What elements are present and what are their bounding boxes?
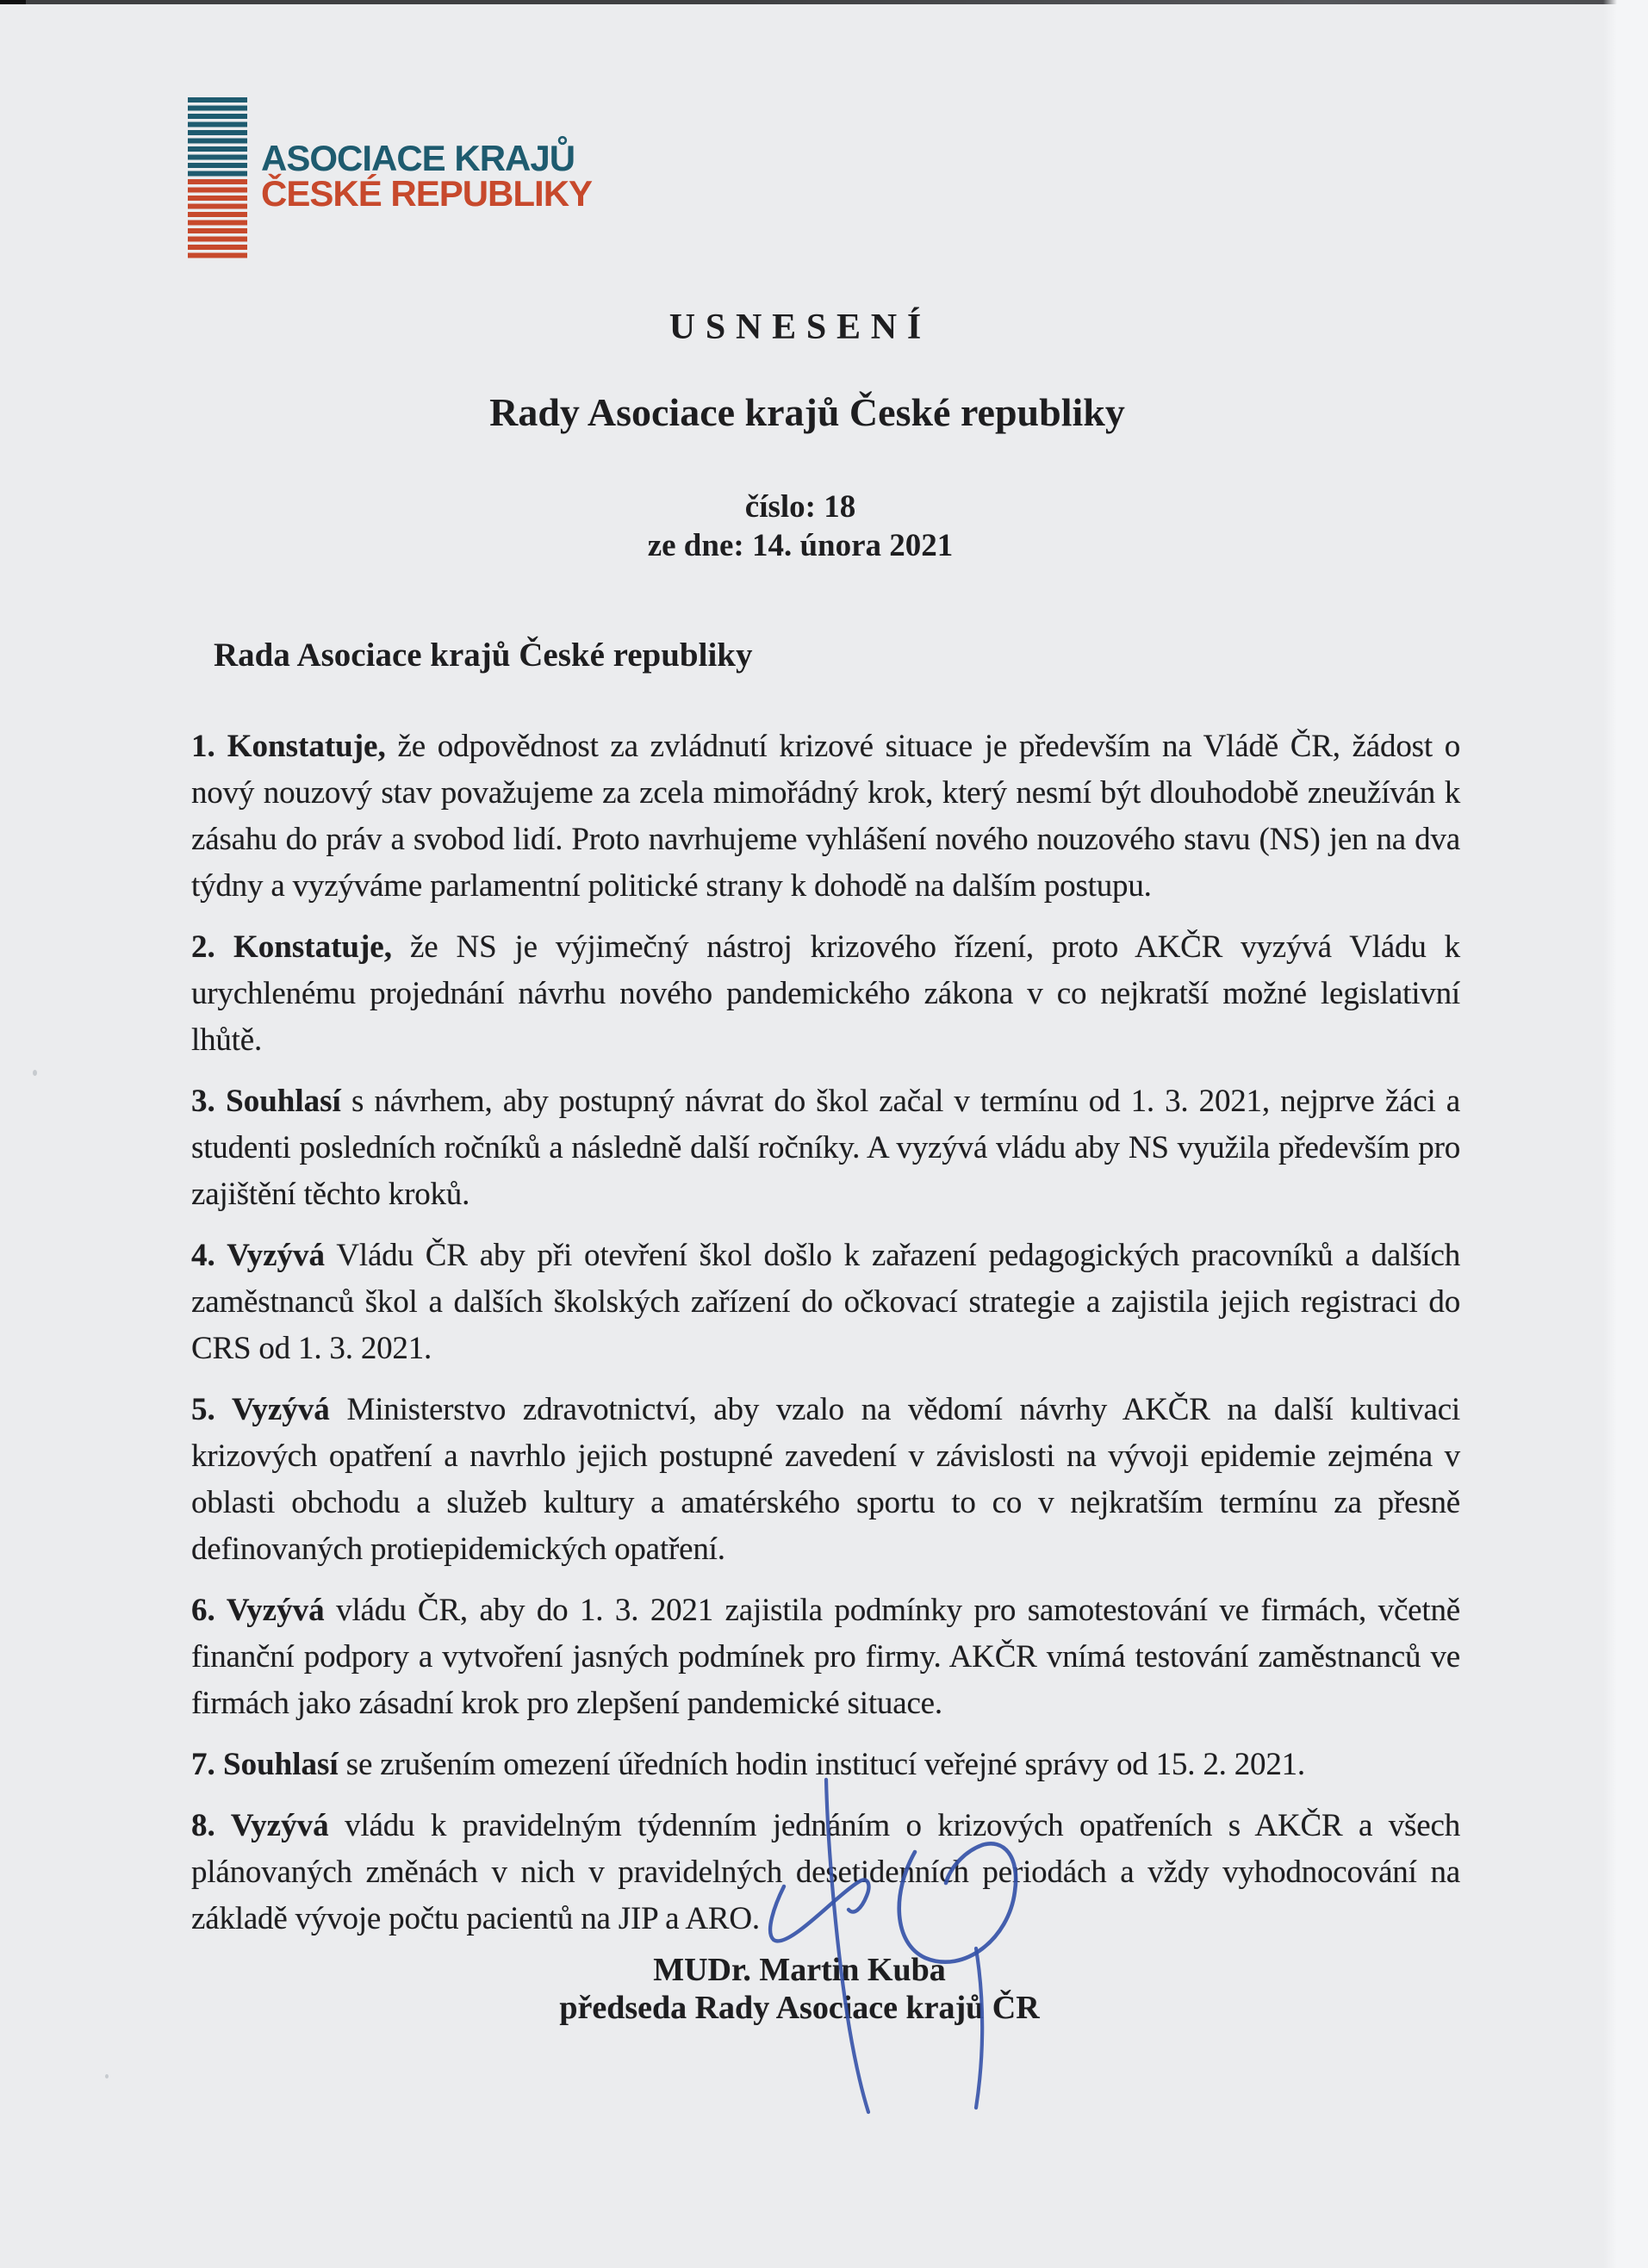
paragraph-text: Ministerstvo zdravotnictví, aby vzalo na vědomí návrhy AKČR na další kultivaci krizových opatření a navrhlo jejich postupné zavedení v závislosti na vývoji epidemie zejména v oblasti obchodu a služeb kultury a amatérského sportu to co v nejkratším termínu za přesně definovaných protiepidemických opatření. <box>191 1392 1460 1567</box>
paragraph-lead: 2. Konstatuje, <box>191 929 392 965</box>
resolution-number: číslo: 18 <box>744 489 856 525</box>
signature-block <box>0 1951 1599 2027</box>
logo-stripes-icon <box>188 97 247 261</box>
scan-right-band-artifact <box>1603 0 1648 2268</box>
document-subtitle: Rady Asociace krajů České republiky <box>489 390 1125 434</box>
resolution-meta <box>0 488 1601 565</box>
paragraph-text: že NS je výjimečný nástroj krizového řízení, proto AKČR vyzývá Vládu k urychlenému projednání návrhu nového pandemického zákona v co nejkratší možné legislativní lhůtě. <box>191 929 1460 1058</box>
resolution-paragraph-7 <box>191 1742 1460 1788</box>
logo-wordmark <box>261 138 593 214</box>
scan-speck <box>33 1070 37 1076</box>
scan-top-edge-artifact <box>0 0 1648 4</box>
logo-wordmark-line2: ČESKÉ REPUBLIKY <box>261 173 593 214</box>
addressee-heading: Rada Asociace krajů České republiky <box>214 637 753 674</box>
resolution-paragraph-6 <box>191 1588 1460 1727</box>
scan-speck <box>105 2074 109 2078</box>
paragraph-lead: 4. Vyzývá <box>191 1238 326 1273</box>
paragraph-text: vládu k pravidelným týdenním jednáním o krizových opatřeních s AKČR a všech plánovaných změnách v nich v pravidelných desetidenních periodách a vždy vyhodnocování na základě vývoje počtu pacientů na JIP a ARO. <box>191 1808 1461 1936</box>
logo-stripes-red <box>188 179 247 261</box>
logo-stripes-teal <box>188 97 247 179</box>
paragraph-text: že odpovědnost za zvládnutí krizové situace je především na Vládě ČR, žádost o nový nouzový stav považujeme za zcela mimořádný krok, který nesmí být dlouhodobě zneužíván k zásahu do práv a svobod lidí. Proto navrhujeme vyhlášení nového nouzového stavu (NS) jen na dva týdny a vyzýváme parlamentní politické strany k dohodě na dalším postupu. <box>191 729 1460 904</box>
paragraph-lead: 5. Vyzývá <box>191 1392 330 1427</box>
paragraph-text: s návrhem, aby postupný návrat do škol začal v termínu od 1. 3. 2021, nejprve žáci a studenti posledních ročníků a následně další ročníky. A vyzývá vládu aby NS využila především pro zajištění těchto kroků. <box>191 1084 1460 1212</box>
paragraph-lead: 3. Souhlasí <box>191 1084 341 1119</box>
logo-wordmark-line1: ASOCIACE KRAJŮ <box>261 138 575 178</box>
signatory-role: předseda Rady Asociace krajů ČR <box>559 1990 1040 2026</box>
paragraph-text: vládu ČR, aby do 1. 3. 2021 zajistila podmínky pro samotestování ve firmách, včetně finanční podpory a vytvoření jasných podmínek pro firmy. AKČR vnímá testování zaměstnanců ve firmách jako zásadní krok pro zlepšení pandemické situace. <box>191 1593 1461 1721</box>
paragraph-text: Vládu ČR aby při otevření škol došlo k zařazení pedagogických pracovníků a dalších zaměstnanců škol a dalších školských zařízení do očkovací strategie a zajistila jejich registraci do CRS od 1. 3. 2021. <box>191 1238 1460 1366</box>
resolution-date: ze dne: 14. února 2021 <box>647 528 954 563</box>
paragraph-lead: 8. Vyzývá <box>191 1808 329 1843</box>
resolution-paragraph-8 <box>191 1803 1460 1942</box>
signatory-name: MUDr. Martin Kuba <box>653 1952 946 1988</box>
resolution-paragraph-1 <box>191 724 1460 910</box>
resolution-paragraph-4 <box>191 1233 1460 1372</box>
document-title: USNESENÍ <box>669 308 931 347</box>
paragraph-lead: 6. Vyzývá <box>191 1593 325 1628</box>
paragraph-text: se zrušením omezení úředních hodin institucí veřejné správy od 15. 2. 2021. <box>338 1747 1305 1782</box>
resolution-paragraph-2 <box>191 924 1460 1064</box>
paragraph-lead: 1. Konstatuje, <box>191 729 386 764</box>
paragraph-lead: 7. Souhlasí <box>191 1747 339 1782</box>
resolution-paragraph-5 <box>191 1387 1460 1573</box>
resolution-paragraph-3 <box>191 1078 1460 1218</box>
resolution-body <box>191 724 1460 1957</box>
